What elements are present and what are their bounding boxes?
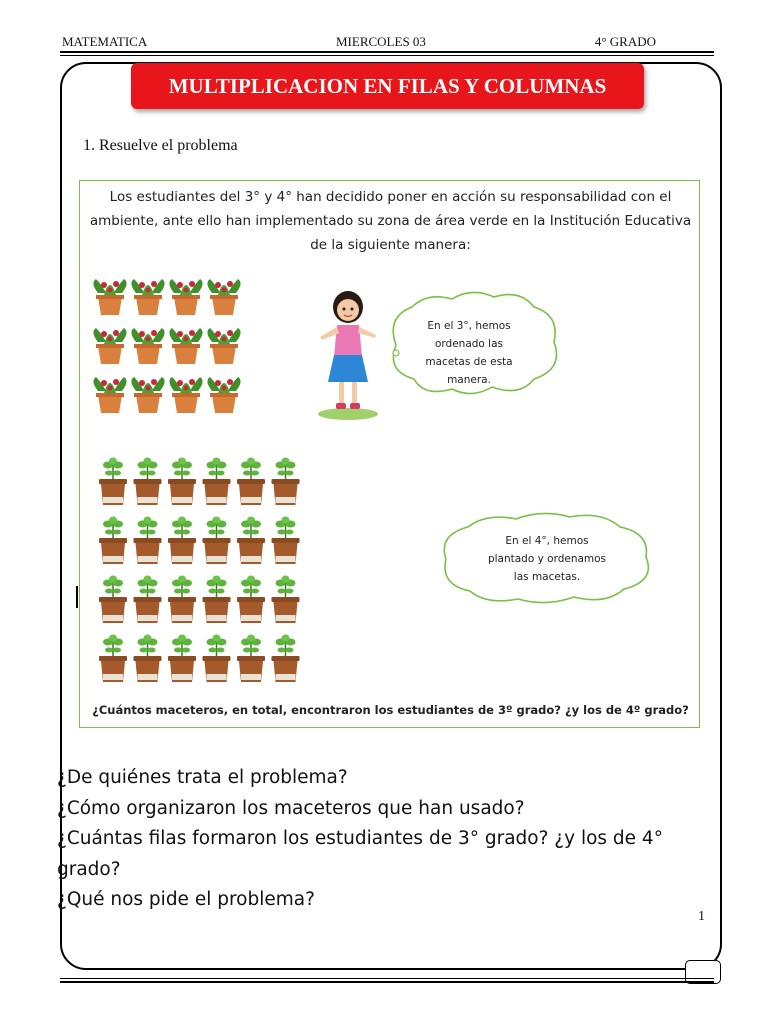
flowerpot-4th <box>272 517 300 565</box>
header-rule <box>60 51 714 53</box>
page-number: 1 <box>698 909 705 924</box>
bubble-line: las macetas. <box>513 571 581 583</box>
flowerpot-4th <box>272 635 300 683</box>
flowerpot-4th <box>237 458 265 506</box>
margin-mark <box>76 586 78 608</box>
intro-line: ambiente, ante ello han implementado su zona de área verde en la Institución Educativa <box>89 213 692 229</box>
bubble-3rd-text <box>400 317 538 389</box>
bubble-line: manera. <box>447 374 491 386</box>
flowerpot-3rd <box>169 328 202 364</box>
flowerpot-4th <box>99 635 127 683</box>
flowerpot-4th <box>168 576 196 624</box>
flowerpot-4th <box>99 576 127 624</box>
guide-question: ¿Qué nos pide el problema? <box>57 889 315 910</box>
flowerpot-3rd <box>131 328 164 364</box>
problem-heading: 1. Resuelve el problema <box>83 137 238 154</box>
header-subject: MATEMATICA <box>62 34 148 49</box>
flowerpot-3rd <box>93 279 126 315</box>
girl-illustration <box>308 287 388 423</box>
problem-card <box>79 180 700 728</box>
bubble-4th-text <box>460 532 634 586</box>
flowerpot-4th <box>272 576 300 624</box>
guide-question: ¿Cuántas filas formaron los estudiantes de 3° grado? ¿y los de 4° <box>57 828 663 849</box>
flowerpot-3rd <box>93 377 126 413</box>
fourth-grade-flowerpots <box>94 455 310 695</box>
flowerpot-3rd <box>169 279 202 315</box>
footer-rule-thin <box>60 978 714 979</box>
flowerpot-4th <box>168 517 196 565</box>
problem-intro <box>80 185 701 257</box>
bubble-line: En el 4°, hemos <box>505 535 589 547</box>
flowerpot-4th <box>203 576 231 624</box>
flowerpot-4th <box>99 517 127 565</box>
footer-rule <box>60 981 714 983</box>
flowerpot-4th <box>203 517 231 565</box>
flowerpot-4th <box>237 576 265 624</box>
card-question: ¿Cuántos maceteros, en total, encontraron los estudiantes de 3º grado? ¿y los de 4º grado? <box>92 703 689 717</box>
bubble-line: macetas de esta <box>425 356 513 368</box>
flowerpot-4th <box>272 458 300 506</box>
bubble-line: En el 3°, hemos <box>427 320 511 332</box>
third-grade-flowerpots <box>88 273 248 423</box>
header-grade: 4° GRADO <box>594 34 656 49</box>
flowerpot-3rd <box>207 279 240 315</box>
flowerpot-4th <box>134 458 162 506</box>
guide-question: grado? <box>57 858 121 880</box>
page-title: MULTIPLICACION EN FILAS Y COLUMNAS <box>131 63 644 109</box>
flowerpot-4th <box>203 635 231 683</box>
intro-line: Los estudiantes del 3° y 4° han decidido poner en acción su responsabilidad con el <box>109 189 672 205</box>
header-day: MIERCOLES 03 <box>336 34 426 49</box>
flowerpot-3rd <box>169 377 202 413</box>
flowerpot-4th <box>237 635 265 683</box>
flowerpot-3rd <box>131 377 164 413</box>
flowerpot-3rd <box>93 328 126 364</box>
flowerpot-4th <box>237 517 265 565</box>
flowerpot-4th <box>134 635 162 683</box>
flowerpot-3rd <box>207 377 240 413</box>
guide-question: ¿De quiénes trata el problema? <box>57 767 348 788</box>
guide-questions <box>57 763 663 916</box>
flowerpot-4th <box>134 576 162 624</box>
header-rule-thin <box>60 55 714 56</box>
flowerpot-4th <box>168 635 196 683</box>
flowerpot-4th <box>99 458 127 506</box>
flowerpot-3rd <box>207 328 240 364</box>
page-header <box>60 34 714 52</box>
intro-line: de la siguiente manera: <box>310 237 471 253</box>
flowerpot-4th <box>134 517 162 565</box>
flowerpot-4th <box>203 458 231 506</box>
bubble-line: ordenado las <box>434 338 504 350</box>
flowerpot-4th <box>168 458 196 506</box>
bubble-line: plantado y ordenamos <box>487 553 607 565</box>
flowerpot-3rd <box>131 279 164 315</box>
guide-question: ¿Cómo organizaron los maceteros que han usado? <box>57 797 525 819</box>
